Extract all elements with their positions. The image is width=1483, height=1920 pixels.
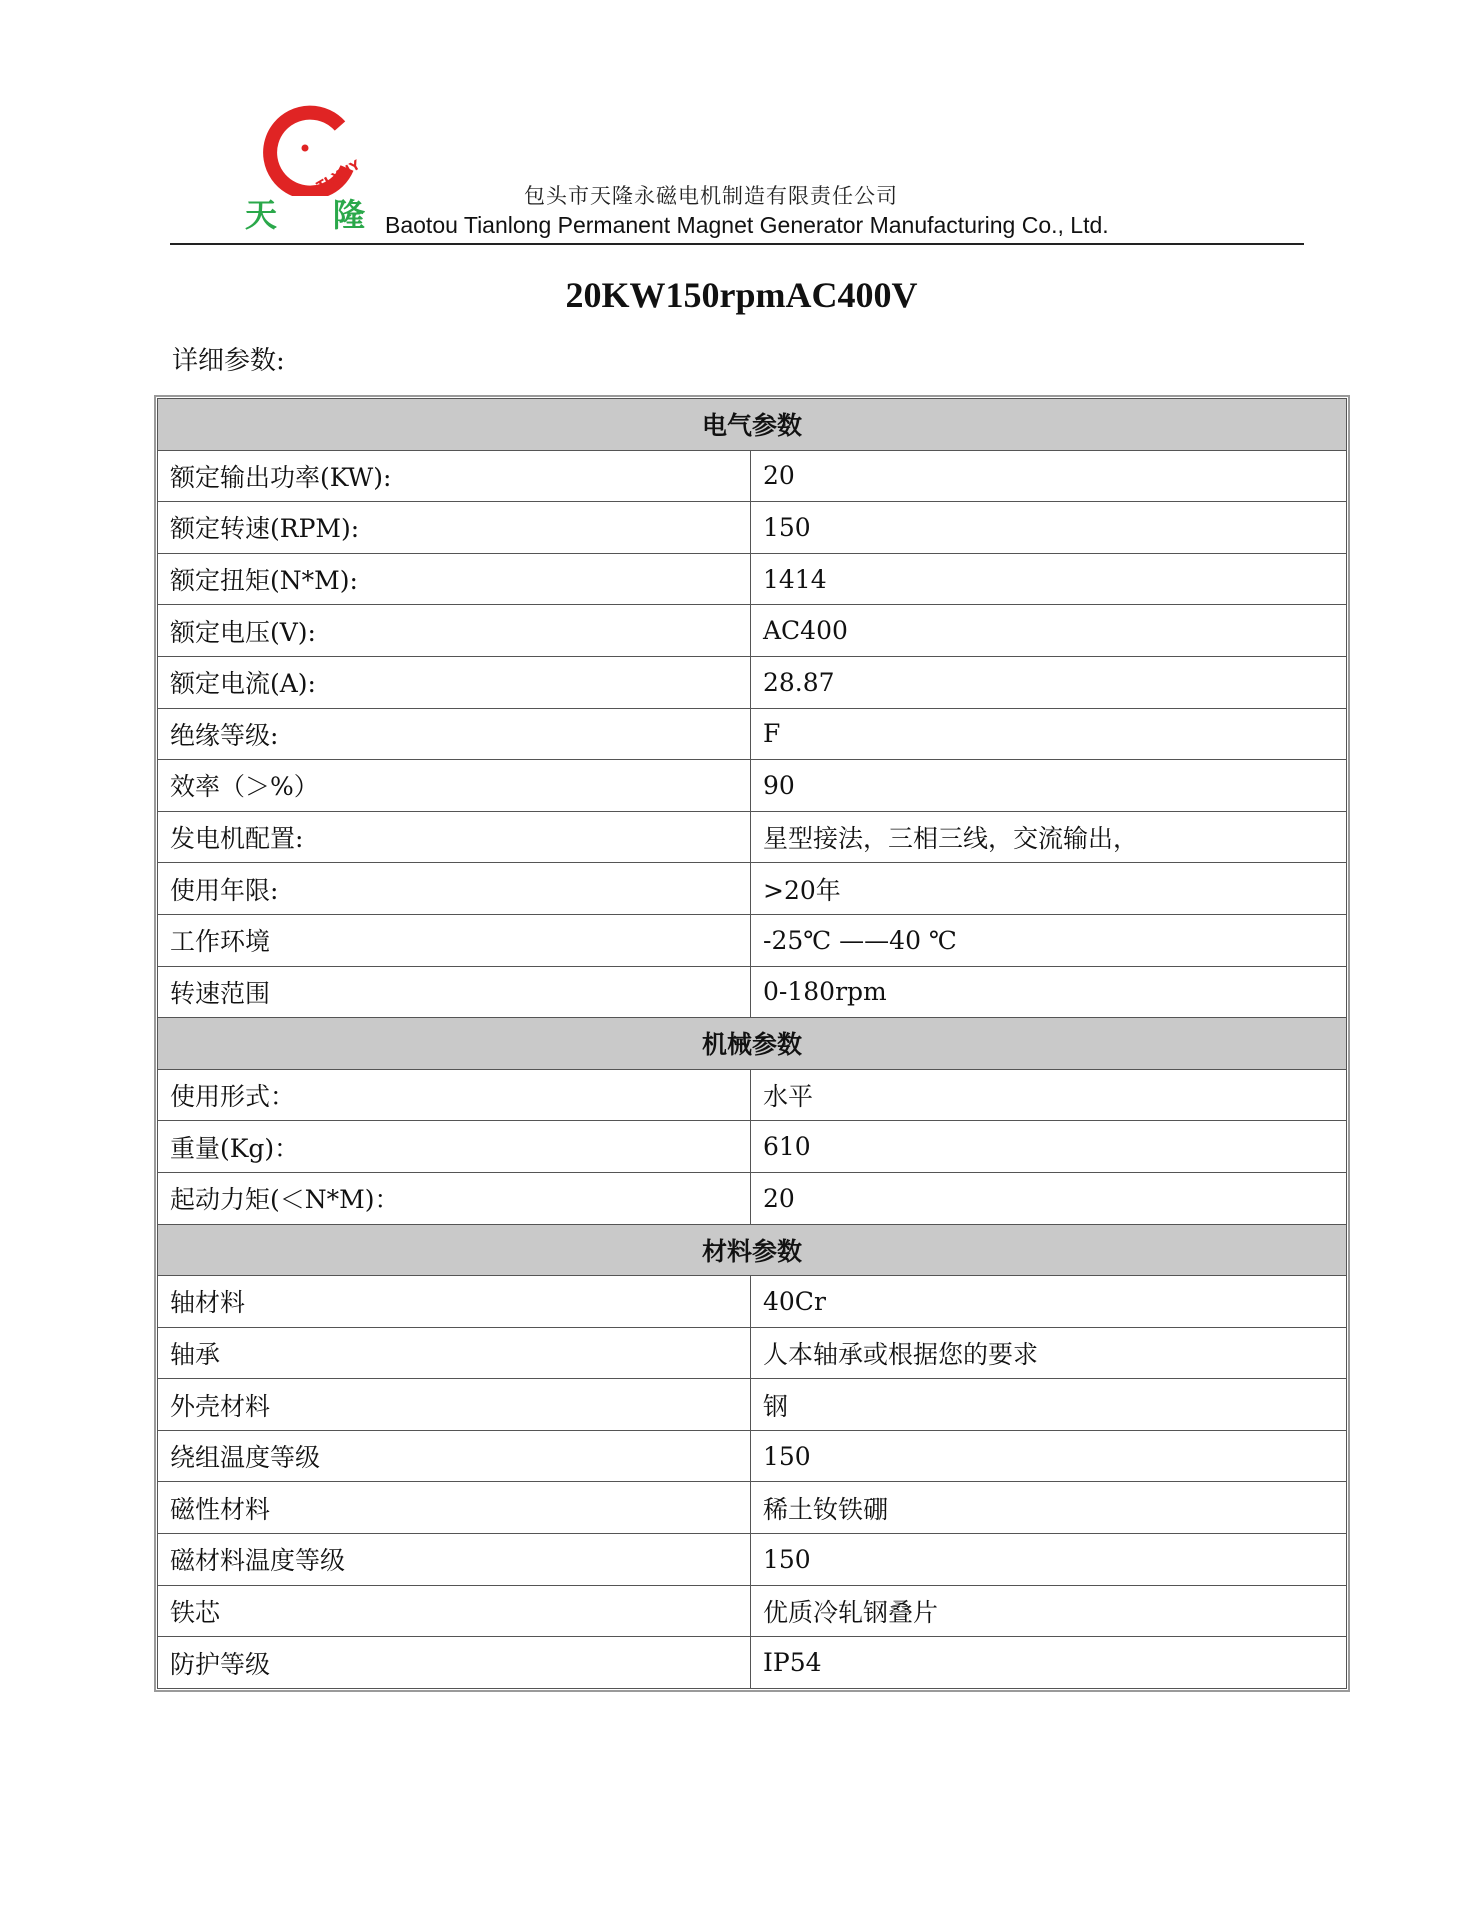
param-label: 防护等级	[158, 1637, 751, 1689]
table-row	[158, 1637, 1347, 1689]
param-label: 轴承	[158, 1327, 751, 1379]
table-row	[158, 708, 1347, 760]
param-label: 磁材料温度等级	[158, 1534, 751, 1586]
param-value: 水平	[751, 1069, 1347, 1121]
param-value: 28.87	[751, 656, 1347, 708]
company-name-en: Baotou Tianlong Permanent Magnet Generator Manufacturing Co., Ltd.	[385, 212, 1109, 238]
table-row	[158, 914, 1347, 966]
company-name-cn: 包头市天隆永磁电机制造有限责任公司	[524, 184, 898, 208]
param-label: 铁芯	[158, 1585, 751, 1637]
param-value: 610	[751, 1121, 1347, 1173]
param-value: 0-180rpm	[751, 966, 1347, 1018]
table-row	[158, 1585, 1347, 1637]
param-value: 150	[751, 502, 1347, 554]
param-value: 90	[751, 760, 1347, 812]
param-value: F	[751, 708, 1347, 760]
group-header-row	[158, 399, 1347, 451]
table-row	[158, 553, 1347, 605]
param-label: 发电机配置:	[158, 811, 751, 863]
table-row	[158, 1069, 1347, 1121]
param-label: 起动力矩(＜N*M)：	[158, 1172, 751, 1224]
param-value: 优质冷轧钢叠片	[751, 1585, 1347, 1637]
param-value: 150	[751, 1430, 1347, 1482]
param-value: IP54	[751, 1637, 1347, 1689]
param-label: 重量(Kg)：	[158, 1121, 751, 1173]
table-row	[158, 656, 1347, 708]
company-logo	[243, 100, 369, 196]
param-value: -25℃ ——40 ℃	[751, 914, 1347, 966]
table-row	[158, 1430, 1347, 1482]
document-title: 20KW150rpmAC400V	[565, 275, 918, 315]
param-value: 人本轴承或根据您的要求	[751, 1327, 1347, 1379]
param-label: 绝缘等级:	[158, 708, 751, 760]
param-value: 40Cr	[751, 1276, 1347, 1328]
param-value: >20年	[751, 863, 1347, 915]
table-row	[158, 1534, 1347, 1586]
header-divider	[170, 243, 1304, 245]
table-row	[158, 1121, 1347, 1173]
table-row	[158, 605, 1347, 657]
table-row	[158, 966, 1347, 1018]
param-label: 工作环境	[158, 914, 751, 966]
param-value: 20	[751, 1172, 1347, 1224]
spec-table-body	[158, 399, 1347, 1689]
table-row	[158, 1276, 1347, 1328]
param-label: 额定电压(V):	[158, 605, 751, 657]
param-value: 150	[751, 1534, 1347, 1586]
table-row	[158, 863, 1347, 915]
param-value: 稀土钕铁硼	[751, 1482, 1347, 1534]
group-title: 电气参数	[158, 399, 1347, 451]
param-label: 使用形式：	[158, 1069, 751, 1121]
group-header-row	[158, 1018, 1347, 1070]
param-value: 钢	[751, 1379, 1347, 1431]
param-label: 使用年限:	[158, 863, 751, 915]
logo-wordmark	[245, 190, 365, 236]
table-row	[158, 760, 1347, 812]
param-label: 额定电流(A):	[158, 656, 751, 708]
table-row	[158, 502, 1347, 554]
spec-table	[157, 398, 1347, 1689]
group-title: 材料参数	[158, 1224, 1347, 1276]
table-row	[158, 811, 1347, 863]
table-row	[158, 1482, 1347, 1534]
table-row	[158, 450, 1347, 502]
param-label: 效率（＞%）	[158, 760, 751, 812]
logo-char-1: 天	[245, 196, 278, 234]
param-label: 额定扭矩(N*M):	[158, 553, 751, 605]
group-header-row	[158, 1224, 1347, 1276]
param-label: 转速范围	[158, 966, 751, 1018]
param-label: 磁性材料	[158, 1482, 751, 1534]
param-label: 绕组温度等级	[158, 1430, 751, 1482]
table-row	[158, 1379, 1347, 1431]
logo-initials: TLXNY	[314, 157, 364, 195]
param-label: 额定输出功率(KW):	[158, 450, 751, 502]
param-label: 额定转速(RPM):	[158, 502, 751, 554]
param-value: 1414	[751, 553, 1347, 605]
param-value: 星型接法，三相三线，交流输出，	[751, 811, 1347, 863]
group-title: 机械参数	[158, 1018, 1347, 1070]
param-label: 外壳材料	[158, 1379, 751, 1431]
section-label: 详细参数:	[172, 346, 285, 376]
param-label: 轴材料	[158, 1276, 751, 1328]
param-value: AC400	[751, 605, 1347, 657]
table-row	[158, 1172, 1347, 1224]
param-value: 20	[751, 450, 1347, 502]
logo-char-2: 隆	[332, 196, 365, 234]
table-row	[158, 1327, 1347, 1379]
